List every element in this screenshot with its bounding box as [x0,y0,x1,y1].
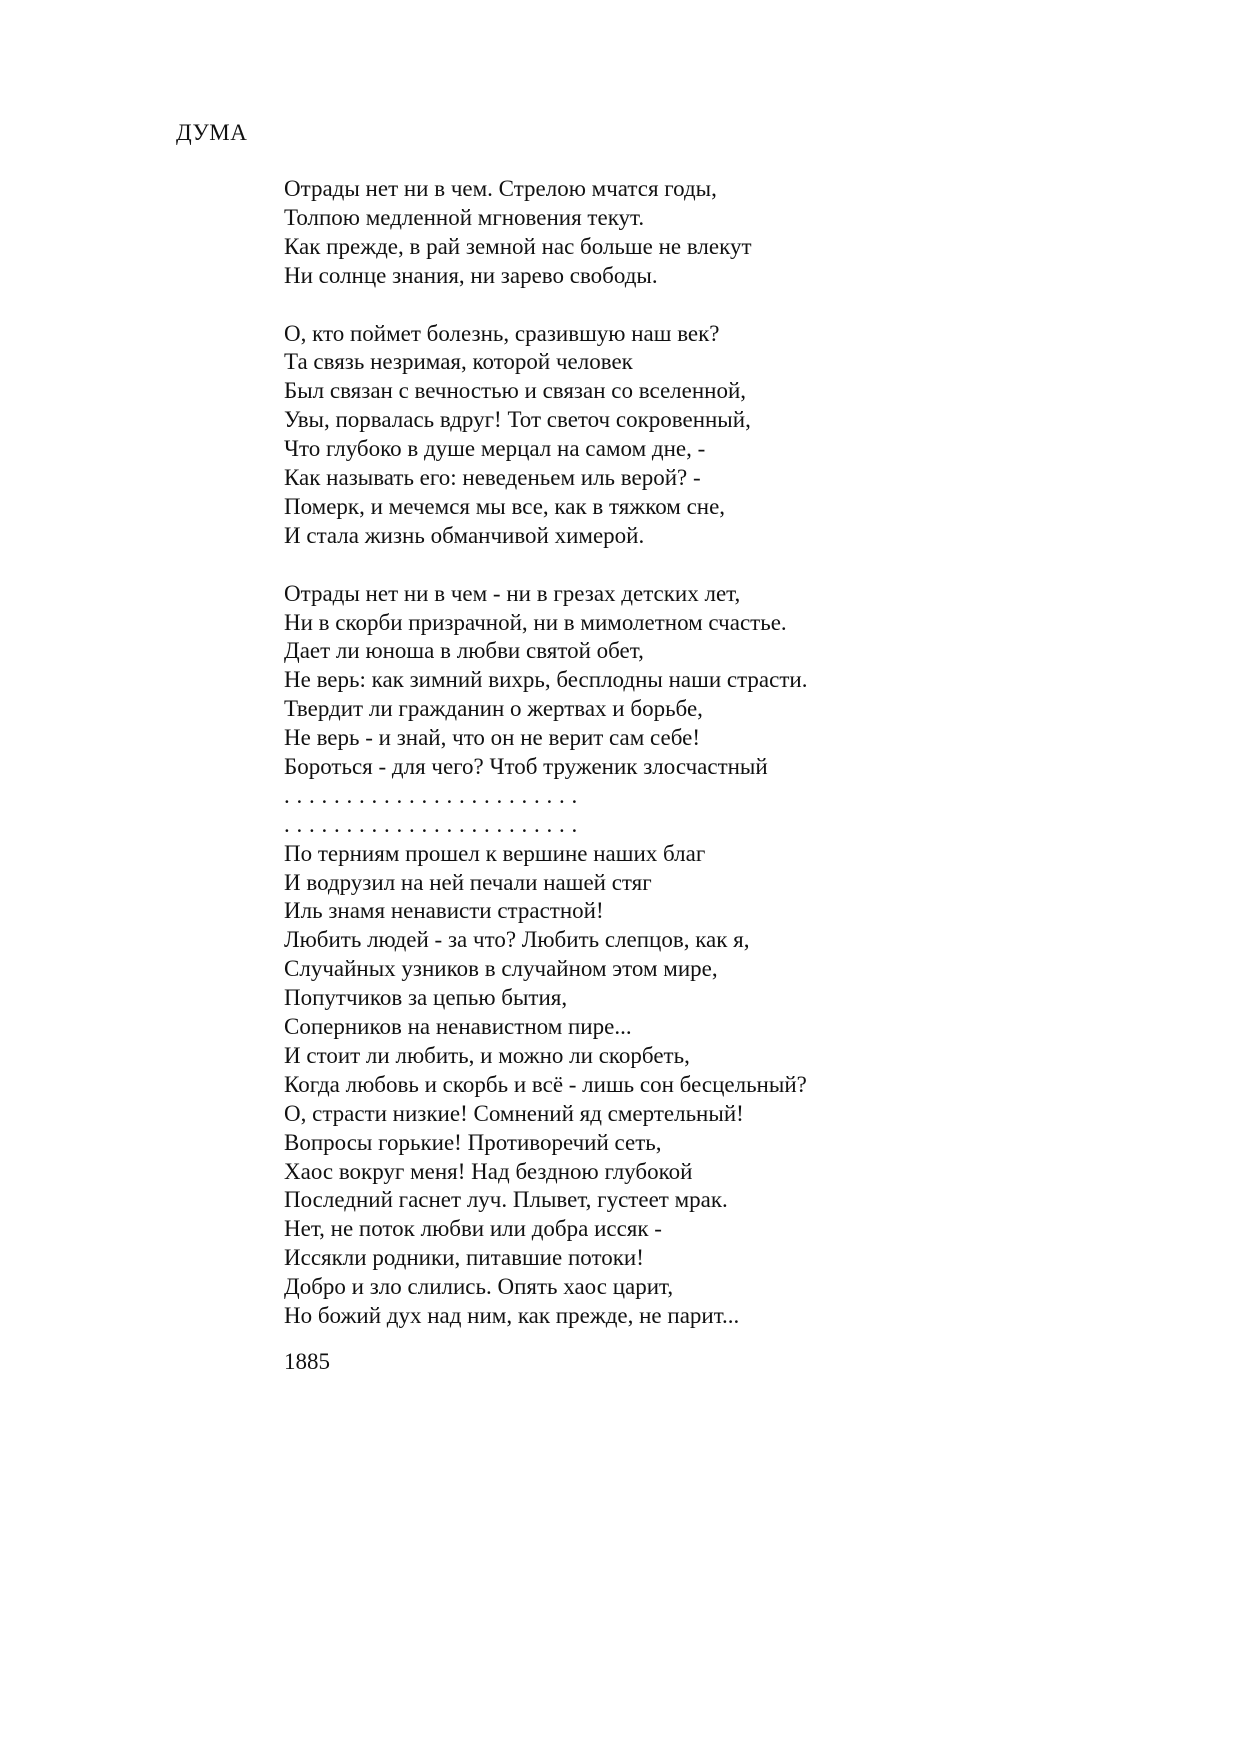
poem-line: О, кто поймет болезнь, сразившую наш век? [284,320,720,346]
poem-line: Толпою медленной мгновения текут. [284,204,645,230]
poem-line: Как прежде, в рай земной нас больше не влекут [284,233,752,259]
poem-line: Был связан с вечностью и связан со вселенной, [284,378,747,404]
poem-body [284,175,1184,1360]
poem-line: Ни солнце знания, ни зарево свободы. [284,262,658,288]
stanza [284,175,1184,291]
poem-line: Хаос вокруг меня! Над бездною глубокой [284,1158,693,1184]
stanza [284,580,1184,1331]
poem-line: О, страсти низкие! Сомнений яд смертельный! [284,1100,744,1126]
poem-line: Случайных узников в случайном этом мире, [284,956,718,982]
poem-line: Любить людей - за что? Любить слепцов, как я, [284,927,750,953]
poem-line: Отрады нет ни в чем - ни в грезах детских лет, [284,580,741,606]
poem-line: Нет, не поток любви или добра иссяк - [284,1216,662,1242]
poem-line: Соперников на ненавистном пире... [284,1014,632,1040]
poem-line: . . . . . . . . . . . . . . . . . . . . . . . . [284,782,578,808]
poem-year: 1885 [284,1349,330,1374]
poem-line: Попутчиков за цепью бытия, [284,985,568,1011]
poem-line: Вопросы горькие! Противоречий сеть, [284,1129,662,1155]
poem-line: Твердит ли гражданин о жертвах и борьбе, [284,696,703,722]
poem-line: И водрузил на ней печали нашей стяг [284,869,652,895]
poem-line: Как называть его: неведеньем иль верой? - [284,465,701,491]
poem-line: Дает ли юноша в любви святой обет, [284,638,644,664]
poem-line: Не верь - и знай, что он не верит сам себе! [284,725,701,751]
poem-line: Та связь незримая, которой человек [284,349,633,375]
poem-line: Иссякли родники, питавшие потоки! [284,1245,644,1271]
poem-line: Последний гаснет луч. Плывет, густеет мрак. [284,1187,728,1213]
poem-line: Что глубоко в душе мерцал на самом дне, - [284,436,706,462]
poem-line: Не верь: как зимний вихрь, бесплодны наши страсти. [284,667,808,693]
poem-line: Бороться - для чего? Чтоб труженик злосчастный [284,754,768,780]
stanza [284,320,1184,551]
poem-line: По терниям прошел к вершине наших благ [284,840,706,866]
poem-line: Когда любовь и скорбь и всё - лишь сон бесцельный? [284,1071,807,1097]
poem-line: И стала жизнь обманчивой химерой. [284,522,645,548]
poem-line: Померк, и мечемся мы все, как в тяжком сне, [284,493,726,519]
poem-line: Иль знамя ненависти страстной! [284,898,604,924]
poem-line: И стоит ли любить, и можно ли скорбеть, [284,1042,690,1068]
poem-line: Отрады нет ни в чем. Стрелою мчатся годы, [284,176,717,201]
poem-line: Увы, порвалась вдруг! Тот светоч сокровенный, [284,407,751,433]
poem-line: Ни в скорби призрачной, ни в мимолетном счастье. [284,609,787,635]
poem-title: ДУМА [176,120,248,145]
poem-line: . . . . . . . . . . . . . . . . . . . . . . . . [284,811,578,837]
poem-line: Добро и зло слились. Опять хаос царит, [284,1274,674,1300]
poem-line: Но божий дух над ним, как прежде, не парит... [284,1302,740,1328]
